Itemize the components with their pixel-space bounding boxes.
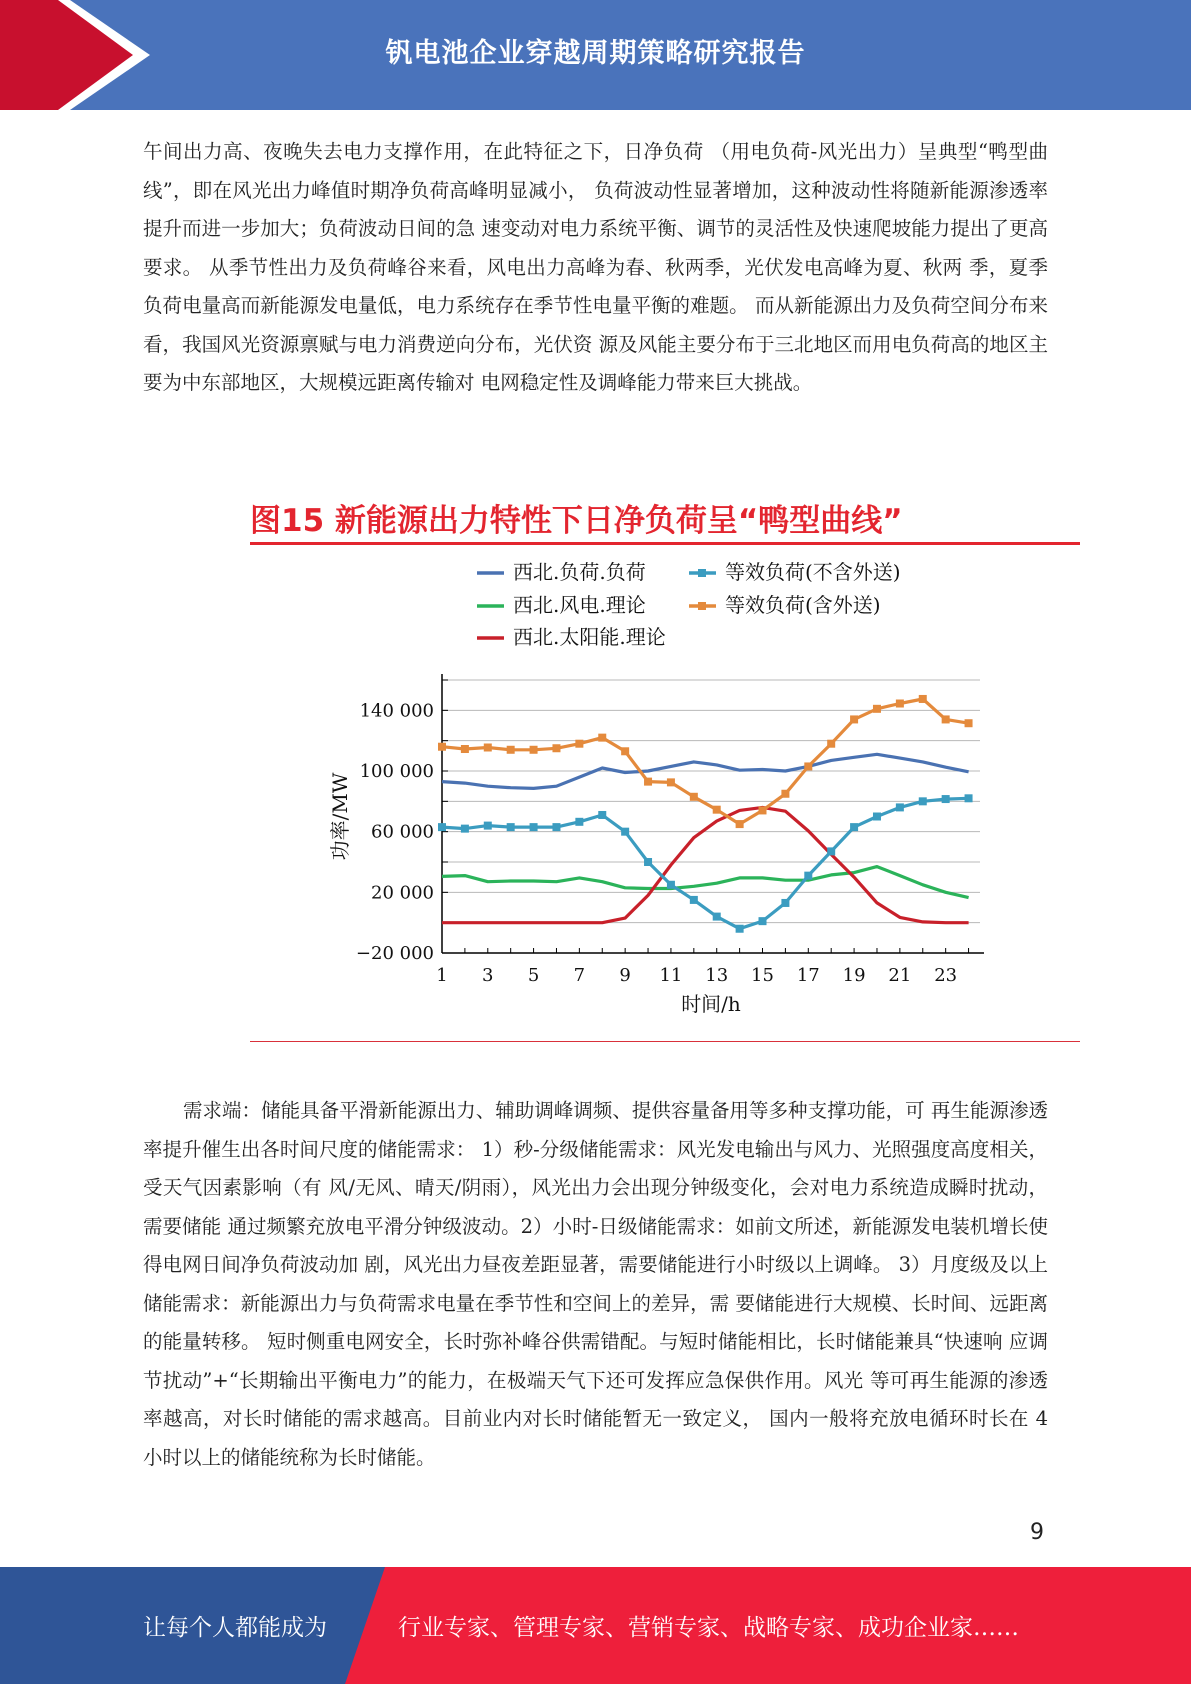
data-point [965, 719, 973, 727]
legend-label: 等效负荷(含外送) [725, 593, 881, 617]
data-point [804, 762, 812, 770]
y-tick-label: −20 000 [355, 943, 434, 964]
y-tick-label: 20 000 [371, 882, 434, 904]
data-point [759, 806, 767, 814]
data-point [552, 744, 560, 752]
data-point [781, 790, 789, 798]
data-point [781, 899, 789, 907]
figure-title: 图15 新能源出力特性下日净负荷呈“鸭型曲线” [250, 503, 903, 539]
data-point [827, 740, 835, 748]
data-point [965, 794, 973, 802]
legend-label: 西北.风电.理论 [513, 593, 646, 617]
data-point [575, 740, 583, 748]
data-point [873, 813, 881, 821]
x-axis-label: 时间/h [681, 992, 741, 1016]
data-point [759, 917, 767, 925]
footer-slogan-left: 让每个人都能成为 [143, 1615, 327, 1641]
series-line [442, 867, 969, 898]
data-point [598, 811, 606, 819]
legend-marker [698, 602, 706, 610]
duck-curve-chart [320, 555, 1020, 1035]
legend-marker [698, 569, 706, 577]
chart-series [438, 695, 973, 933]
data-point [919, 695, 927, 703]
paragraph-text: 需求端：储能具备平滑新能源出力、辅助调峰调频、提供容量备用等多种支撑功能，可 再生能源渗透率提升催生出各时间尺度的储能需求： 1）秒-分级储能需求：风光发电输出与风力、光照强度高度相关，受天气因素影响（有 风/无风、晴天/阴雨），风光出力会出现分钟级变化，会对电力系统造成瞬时扰动，需要储能 通过频繁充放电平滑分钟级波动。2）小时-日级储能需求：如前文所述，新能源发电装机增长使得电网日间净负荷波动加 剧，风光出力昼夜差距显著，需要储能进行小时级以上调峰。 3）月度级及以上储能需求：新能源出力与负荷需求电量在季节性和空间上的差异，需 要储能进行大规模、长时间、远距离的能量转移。 短时侧重电网安全，长时弥补峰谷供需错配。与短时储能相比，长时储能兼具“快速响 应调节扰动”+“长期输出平衡电力”的能力，在极端天气下还可发挥应急保供作用。风光 等可再生能源的渗透率越高，对长时储能的需求越高。目前业内对长时储能暂无一致定义， 国内一般将充放电循环时长在 4 小时以上的储能统称为长时储能。 [143, 1099, 1048, 1469]
x-tick-label: 11 [659, 965, 683, 986]
x-tick-label: 9 [619, 965, 631, 986]
chart-grid [442, 680, 980, 923]
data-point [896, 700, 904, 708]
data-point [919, 797, 927, 805]
footer-slogan-right: 行业专家、管理专家、营销专家、战略专家、成功企业家…… [398, 1615, 1019, 1641]
page-number: 9 [1030, 1520, 1044, 1545]
y-tick-label: 140 000 [359, 700, 434, 722]
data-point [942, 795, 950, 803]
x-tick-label: 1 [436, 965, 448, 986]
data-point [598, 734, 606, 742]
data-point [850, 823, 858, 831]
y-axis-label: 功率/MW [328, 772, 352, 861]
x-tick-label: 19 [842, 965, 866, 986]
x-tick-label: 3 [482, 965, 494, 986]
data-point [690, 896, 698, 904]
data-point [827, 847, 835, 855]
data-point [438, 743, 446, 751]
x-tick-label: 17 [796, 965, 820, 986]
data-point [942, 715, 950, 723]
x-tick-label: 21 [888, 965, 912, 986]
data-point [667, 778, 675, 786]
data-point [552, 823, 560, 831]
x-tick-label: 13 [705, 965, 729, 986]
series-line [442, 807, 969, 922]
report-title: 钒电池企业穿越周期策略研究报告 [385, 37, 806, 69]
data-point [804, 872, 812, 880]
data-point [621, 828, 629, 836]
figure-bottom-rule [250, 1041, 1080, 1042]
data-point [850, 715, 858, 723]
body-paragraph-2 [143, 1092, 1048, 1477]
chart-legend [477, 560, 901, 649]
page-footer [0, 1567, 1191, 1684]
data-point [507, 746, 515, 754]
data-point [461, 825, 469, 833]
data-point [484, 743, 492, 751]
data-point [713, 806, 721, 814]
data-point [438, 823, 446, 831]
legend-label: 西北.太阳能.理论 [513, 625, 666, 649]
y-tick-label: 100 000 [359, 761, 434, 782]
body-paragraph-1 [143, 133, 1048, 403]
data-point [873, 705, 881, 713]
data-point [644, 858, 652, 866]
data-point [575, 818, 583, 826]
data-point [667, 881, 675, 889]
x-tick-label: 15 [751, 965, 774, 986]
data-point [736, 925, 744, 933]
data-point [507, 823, 515, 831]
data-point [461, 745, 469, 753]
y-tick-label: 60 000 [371, 821, 434, 843]
paragraph-text: 午间出力高、夜晚失去电力支撑作用，在此特征之下，日净负荷 （用电负荷-风光出力）呈典型“鸭型曲线”，即在风光出力峰值时期净负荷高峰明显减小， 负荷波动性显著增加，这种波动性将随新能源渗透率提升而进一步加大；负荷波动日间的急 速变动对电力系统平衡、调节的灵活性及快速爬坡能力提出了更高要求。 从季节性出力及负荷峰谷来看，风电出力高峰为春、秋两季，光伏发电高峰为夏、秋两 季，夏季负荷电量高而新能源发电量低，电力系统存在季节性电量平衡的难题。 而从新能源出力及负荷空间分布来看，我国风光资源禀赋与电力消费逆向分布，光伏资 源及风能主要分布于三北地区而用电负荷高的地区主要为中东部地区，大规模远距离传输对 电网稳定性及调峰能力带来巨大挑战。 [143, 140, 1048, 394]
data-point [736, 820, 744, 828]
x-tick-label: 7 [573, 965, 586, 986]
data-point [484, 822, 492, 830]
figure-title-rule [250, 542, 1080, 545]
page-header [0, 0, 1191, 110]
series-line [442, 699, 969, 824]
data-point [530, 823, 538, 831]
legend-label: 西北.负荷.负荷 [513, 560, 646, 584]
data-point [530, 746, 538, 754]
data-point [644, 778, 652, 786]
x-tick-label: 23 [934, 965, 958, 986]
data-point [690, 793, 698, 801]
chart-axes [356, 674, 984, 986]
legend-label: 等效负荷(不含外送) [725, 560, 901, 584]
data-point [621, 747, 629, 755]
x-tick-label: 5 [527, 965, 540, 986]
data-point [713, 913, 721, 921]
data-point [896, 803, 904, 811]
